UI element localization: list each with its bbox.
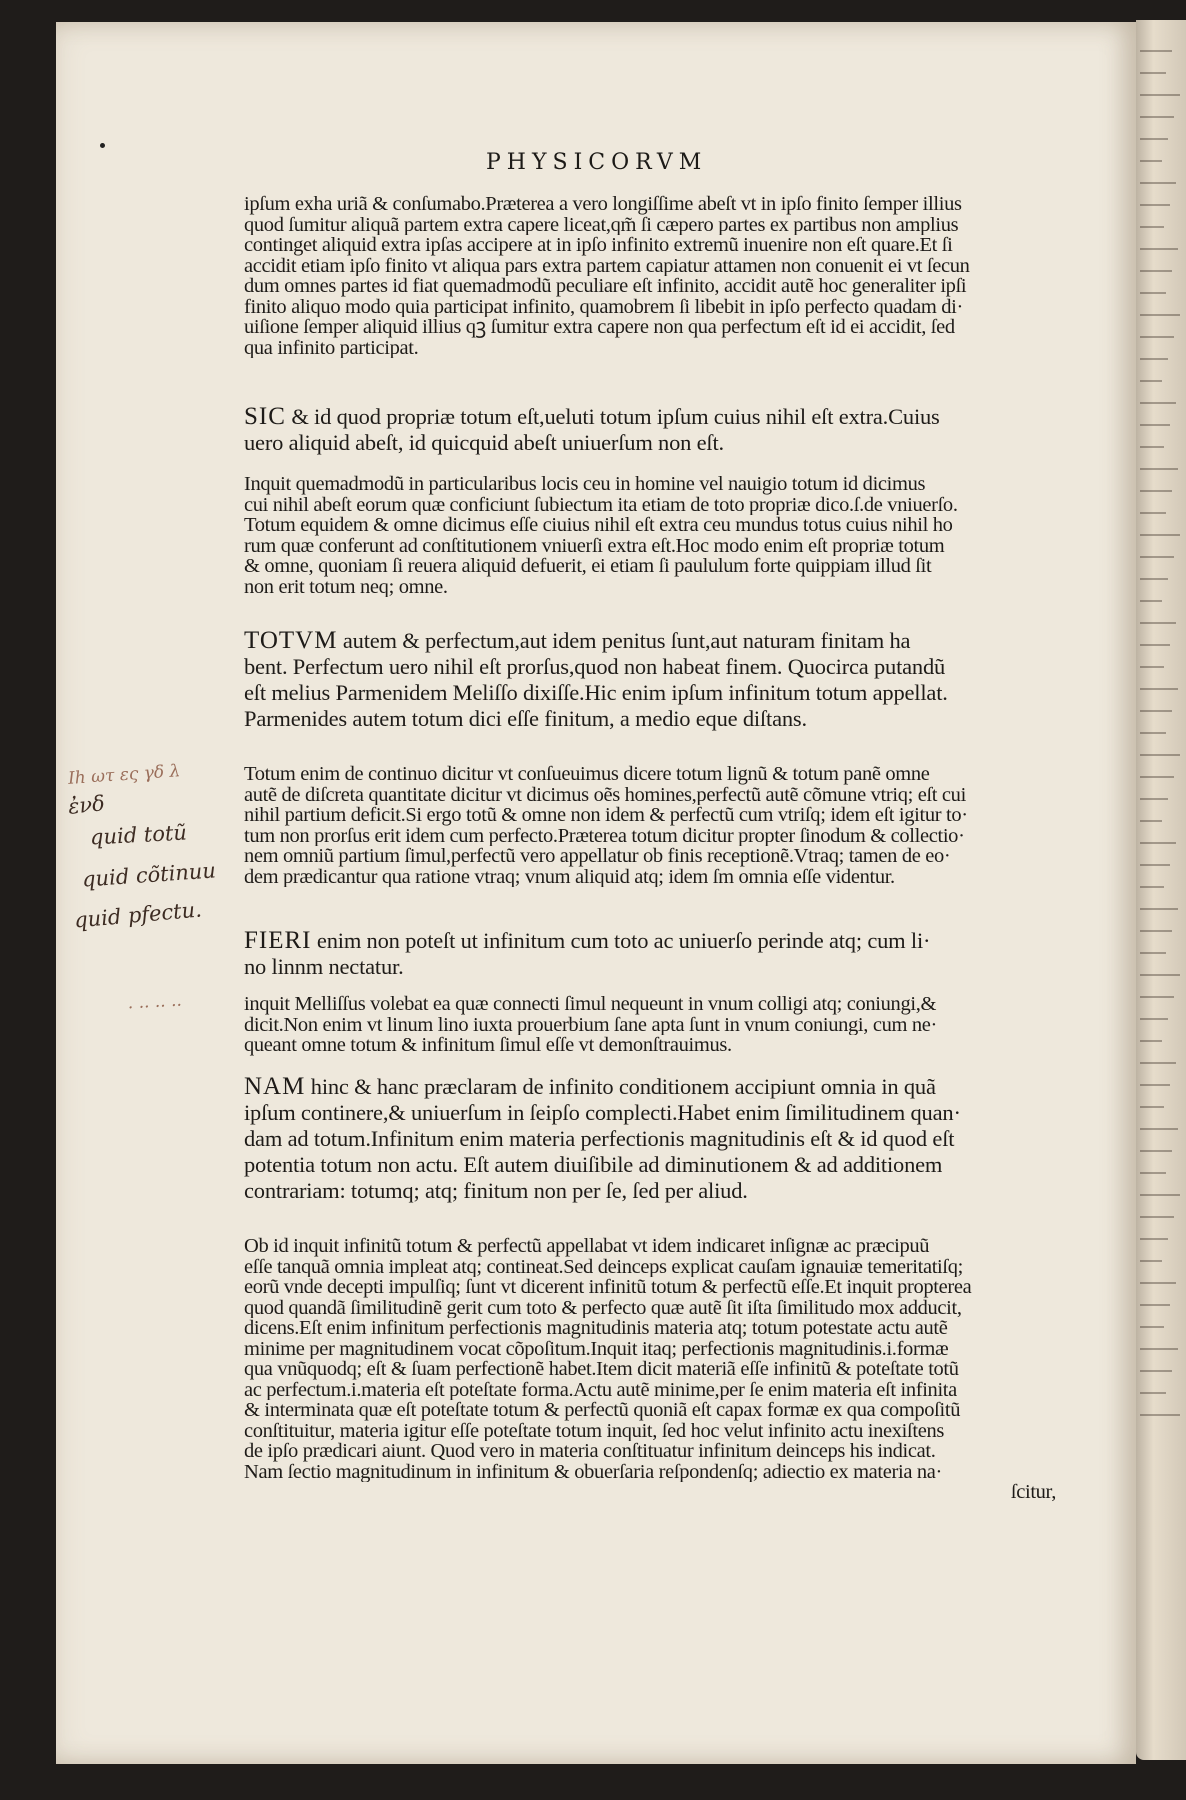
adjacent-page-text-ghost	[1140, 72, 1166, 74]
lemma-continuation: enim non poteſt ut infinitum cum toto ac uniuerſo perinde atq; cum li·	[311, 928, 931, 953]
adjacent-page-text-ghost	[1140, 160, 1162, 162]
text-line: Nam ſectio magnitudinum in infinitum & obuerſaria reſpondenſq; adiectio ex materia na·	[244, 1461, 943, 1482]
catchword	[244, 1482, 1096, 1503]
adjacent-page-edge	[1136, 20, 1186, 1760]
commentary-text-block	[244, 1236, 1096, 1482]
marginal-note: Ιh ωτ ες γδ λ	[67, 761, 181, 789]
text-line	[244, 1074, 1096, 1100]
aristotle-text-block	[244, 928, 1096, 980]
adjacent-page-text-ghost	[1140, 1392, 1166, 1394]
marginal-note: quid cõtinuu	[81, 858, 217, 892]
marginal-note: · ·· ·· ··	[127, 995, 183, 1019]
text-line	[244, 404, 1096, 430]
text-line: inquit Melliſſus volebat ea quæ connecti ſimul nequeunt in vnum colligi atq; coniungi,&	[244, 994, 937, 1015]
text-line: autẽ de diſcreta quantitate dicitur vt dicimus oẽs homines,perfectũ autẽ cõmune vtriq; eſt cui	[244, 784, 966, 805]
commentary-text-block	[244, 474, 1096, 597]
adjacent-page-text-ghost	[1140, 952, 1166, 954]
text-line: eorũ vnde decepti impulſiq; ſunt vt dicerent infinitũ totum & perfectũ eſſe.Et inquit propterea	[244, 1277, 972, 1298]
text-line: minime per magnitudinem vocat cõpoſitum.Inquit itaq; perfectionis magnitudinis.i.formæ	[244, 1338, 949, 1359]
text-line: & interminata quæ eſt poteſtate totum & perfectũ quoniã eſt capax formæ ex qua compoſitũ	[244, 1400, 961, 1421]
text-line: & omne, quoniam ſi reuera aliquid defuerit, ei etiam ſi paululum forte quippiam illud ſit	[244, 556, 932, 577]
adjacent-page-text-ghost	[1140, 1260, 1162, 1262]
text-line: qua vnũquodq; eſt & ſuam perfectionẽ habet.Item dicit materiã eſſe infinitũ & poteſtate totũ	[244, 1359, 959, 1380]
adjacent-page-text-ghost	[1140, 138, 1168, 140]
marginal-note: quid totũ	[89, 820, 188, 850]
adjacent-page-text-ghost	[1140, 1304, 1170, 1306]
adjacent-page-text-ghost	[1140, 908, 1178, 910]
adjacent-page-text-ghost	[1140, 1040, 1162, 1042]
adjacent-page-text-ghost	[1140, 1348, 1178, 1350]
adjacent-page-text-ghost	[1140, 842, 1176, 844]
adjacent-page-text-ghost	[1140, 358, 1168, 360]
text-line: ipſum exha uriã & conſumabo.Præterea a vero longiſſime abeſt vt in ipſo finito ſemper illius	[244, 194, 962, 215]
adjacent-page-text-ghost	[1140, 710, 1172, 712]
text-line: finito aliquo modo quia participat infinito, quamobrem ſi libebit in ipſo perfecto quadam di·	[244, 296, 963, 317]
adjacent-page-text-ghost	[1140, 424, 1170, 426]
adjacent-page-text-ghost	[1140, 204, 1170, 206]
text-line: dicit.Non enim vt linum lino iuxta prouerbium ſane apta ſunt in vnum coniungi, cum ne·	[244, 1014, 937, 1035]
adjacent-page-text-ghost	[1140, 380, 1162, 382]
adjacent-page-text-ghost	[1140, 1414, 1180, 1416]
adjacent-page-text-ghost	[1140, 226, 1164, 228]
adjacent-page-text-ghost	[1140, 512, 1166, 514]
catchword-text: ſcitur,	[1010, 1482, 1056, 1503]
text-line: dam ad totum.Infinitum enim materia perfectionis magnitudinis eſt & id quod eſt	[244, 1126, 955, 1151]
adjacent-page-text-ghost	[1140, 1106, 1164, 1108]
adjacent-page-text-ghost	[1140, 996, 1174, 998]
commentary-text-block	[244, 994, 1096, 1056]
adjacent-page-text-ghost	[1140, 864, 1170, 866]
text-line: tum non prorſus erit idem cum perfecto.Præterea totum dicitur propter ſinodum & collectio·	[244, 825, 965, 846]
adjacent-page-text-ghost	[1140, 974, 1180, 976]
adjacent-page-text-ghost	[1140, 182, 1176, 184]
text-line: rum quæ conferunt ad conſtitutionem vniuerſi extra eſt.Hoc modo enim eſt propriæ totum	[244, 535, 945, 556]
text-line: Inquit quemadmodũ in particularibus locis ceu in homine vel nauigio totum id dicimus	[244, 474, 926, 495]
text-line: potentia totum non actu. Eſt autem diuiſibile ad diminutionem & ad additionem	[244, 1152, 943, 1177]
adjacent-page-text-ghost	[1140, 600, 1162, 602]
adjacent-page-text-ghost	[1140, 446, 1164, 448]
adjacent-page-text-ghost	[1140, 1150, 1172, 1152]
commentary-text-block	[244, 764, 1096, 887]
text-line: uiſione ſemper aliquid illius qꝫ ſumitur extra capere non qua perfectum eſt id ei accidit, ſed	[244, 317, 955, 338]
marginal-note: ἐνδ	[66, 791, 106, 819]
handwritten-marginalia	[66, 761, 243, 1030]
text-line: accidit etiam ipſo finito vt aliqua pars extra partem capiatur attamen non conuenit ei vt ſecun	[244, 255, 970, 276]
text-line: dicens.Eſt enim infinitum perfectionis magnitudinis materia atq; totum potestate actu autẽ	[244, 1318, 948, 1339]
text-line: queant omne totum & infinitum ſimul eſſe vt demonſtrauimus.	[244, 1035, 732, 1056]
adjacent-page-text-ghost	[1140, 490, 1172, 492]
adjacent-page-text-ghost	[1140, 1326, 1164, 1328]
text-line: ac perfectum.i.materia eſt poteſtate forma.Actu autẽ minime,per ſe enim materia eſt infinita	[244, 1379, 957, 1400]
ink-dot	[100, 143, 105, 148]
text-line: bent. Perfectum uero nihil eſt prorſus,quod non habeat finem. Quocirca putandũ	[244, 654, 946, 679]
text-line	[244, 928, 1096, 954]
text-line: quod ſumitur aliquã partem extra capere liceat,qm̃ ſi cæpero partes ex partibus non amplius	[244, 214, 959, 235]
text-line: nem omniũ partium ſimul,perfectũ vero appellatur ob finis receptionẽ.Vtraq; tamen de eo·	[244, 846, 951, 867]
adjacent-page-text-ghost	[1140, 292, 1166, 294]
adjacent-page-text-ghost	[1140, 776, 1174, 778]
aristotle-text-block	[244, 628, 1096, 732]
text-line: ipſum continere,& uniuerſum in ſeipſo complecti.Habet enim ſimilitudinem quan·	[244, 1100, 961, 1125]
adjacent-page-text-ghost	[1140, 1238, 1168, 1240]
text-line: de ipſo prædicari aiunt. Quod vero in materia conſtituatur infinitum deinceps his indicat.	[244, 1441, 936, 1462]
adjacent-page-text-ghost	[1140, 930, 1172, 932]
text-line: Ob id inquit infinitũ totum & perfectũ appellabat vt idem indicaret inſignæ ac præcipuũ	[244, 1236, 930, 1257]
adjacent-page-text-ghost	[1140, 314, 1180, 316]
running-head: PHYSICORVM	[486, 150, 708, 175]
marginal-note: quid pfectu.	[73, 897, 203, 933]
lemma-continuation: hinc & hanc præclaram de infinito conditionem accipiunt omnia in quã	[305, 1074, 936, 1099]
text-line: dem prædicantur qua ratione vtraq; vnum aliquid atq; idem ſm omnia eſſe videntur.	[244, 866, 895, 887]
adjacent-page-text-ghost	[1140, 1128, 1178, 1130]
text-line: eſt melius Parmenidem Meliſſo dixiſſe.Hic enim ipſum infinitum totum appellat.	[244, 680, 948, 705]
text-line: cui nihil abeſt eorum quæ conficiunt ſubiectum ita etiam de toto propriæ dico.ſ.de vniuerſo.	[244, 494, 958, 515]
lemma: FIERI	[244, 928, 312, 954]
adjacent-page-text-ghost	[1140, 116, 1174, 118]
text-line: Totum enim de continuo dicitur vt conſueuimus dicere totum lignũ & totum panẽ omne	[244, 764, 930, 785]
adjacent-page-text-ghost	[1140, 534, 1180, 536]
adjacent-page-text-ghost	[1140, 732, 1166, 734]
text-line: non erit totum neq; omne.	[244, 576, 448, 597]
adjacent-page-text-ghost	[1140, 622, 1176, 624]
lemma-continuation: autem & perfectum,aut idem penitus ſunt,aut naturam finitam ha	[337, 628, 911, 653]
adjacent-page-text-ghost	[1140, 1084, 1170, 1086]
adjacent-page-text-ghost	[1140, 1216, 1174, 1218]
text-line: Totum equidem & omne dicimus eſſe ciuius nihil eſt extra ceu mundus totus cuius nihil ho	[244, 515, 953, 536]
lemma: SIC	[244, 404, 286, 430]
adjacent-page-text-ghost	[1140, 798, 1168, 800]
adjacent-page-text-ghost	[1140, 248, 1178, 250]
adjacent-page-text-ghost	[1140, 50, 1172, 52]
adjacent-page-text-ghost	[1140, 644, 1170, 646]
adjacent-page-text-ghost	[1140, 578, 1168, 580]
adjacent-page-text-ghost	[1140, 94, 1180, 96]
adjacent-page-text-ghost	[1140, 336, 1174, 338]
adjacent-page-text-ghost	[1140, 754, 1180, 756]
lemma-continuation: & id quod propriæ totum eſt,ueluti totum ipſum cuius nihil eſt extra.Cuius	[285, 404, 940, 429]
adjacent-page-text-ghost	[1140, 1018, 1168, 1020]
adjacent-page-text-ghost	[1140, 666, 1164, 668]
text-line	[244, 628, 1096, 654]
adjacent-page-text-ghost	[1140, 1282, 1176, 1284]
text-line: qua infinito participat.	[244, 337, 419, 358]
adjacent-page-text-ghost	[1140, 688, 1178, 690]
aristotle-text-block	[244, 404, 1096, 456]
adjacent-page-text-ghost	[1140, 1370, 1172, 1372]
text-line: dum omnes partes id fiat quemadmodũ peculiare eſt infinito, accidit autẽ hoc generaliter ipſi	[244, 276, 967, 297]
text-line: conſtituitur, materia igitur eſſe poteſtate totum inquit, ſed hoc velut infinito actu inexiſtens	[244, 1420, 944, 1441]
adjacent-page-text-ghost	[1140, 402, 1176, 404]
text-line: Parmenides autem totum dici eſſe finitum, a medio eque diſtans.	[244, 706, 807, 731]
text-line: quod quandã ſimilitudinẽ gerit cum toto & perfecto quæ autẽ ſit iſta ſimilitudo mox adducit,	[244, 1297, 962, 1318]
adjacent-page-text-ghost	[1140, 886, 1164, 888]
lemma: TOTVM	[244, 628, 338, 654]
commentary-text-block	[244, 194, 1096, 358]
adjacent-page-text-ghost	[1140, 1194, 1180, 1196]
adjacent-page-text-ghost	[1140, 270, 1172, 272]
adjacent-page-text-ghost	[1140, 820, 1162, 822]
text-line: nihil partium deficit.Si ergo totũ & omne non idem & perfectũ cum vtriſq; idem eſt igitur to·	[244, 805, 968, 826]
adjacent-page-text-ghost	[1140, 1172, 1166, 1174]
text-line: continget aliquid extra ipſas accipere at in ipſo infinito extremũ inuenire non eſt quare.Et ſi	[244, 235, 953, 256]
aristotle-text-block	[244, 1074, 1096, 1204]
adjacent-page-text-ghost	[1140, 468, 1178, 470]
adjacent-page-text-ghost	[1140, 556, 1174, 558]
lemma: NAM	[244, 1074, 306, 1100]
text-line: no linnm nectatur.	[244, 954, 404, 979]
text-line: uero aliquid abeſt, id quicquid abeſt uniuerſum non eſt.	[244, 430, 724, 455]
adjacent-page-text-ghost	[1140, 1062, 1176, 1064]
text-line: eſſe tanquã omnia impleat atq; contineat.Sed deinceps explicat cauſam ignauiæ temeritatiſq;	[244, 1256, 963, 1277]
text-line: contrariam: totumq; atq; finitum non per ſe, ſed per aliud.	[244, 1178, 748, 1203]
